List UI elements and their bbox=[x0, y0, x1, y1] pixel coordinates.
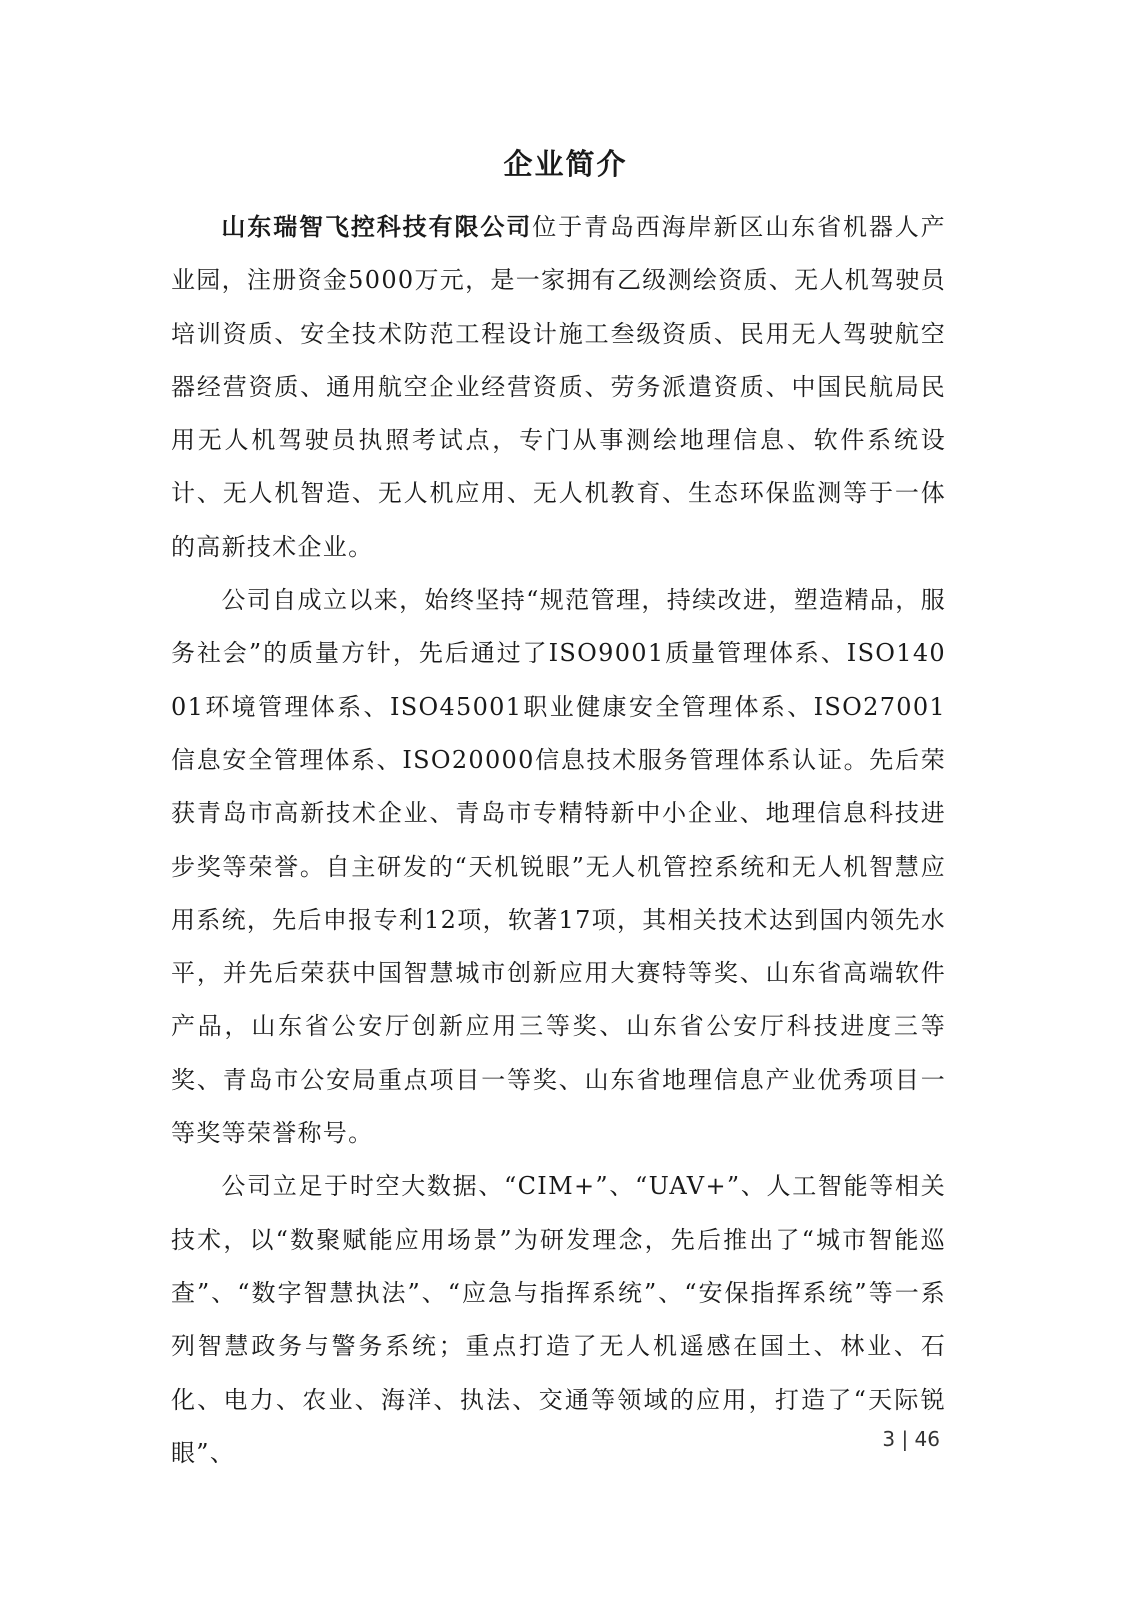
paragraph-company-intro bbox=[171, 200, 946, 574]
paragraph-1-text: 位于青岛西海岸新区山东省机器人产业园，注册资金5000万元，是一家拥有乙级测绘资质、无人机驾驶员培训资质、安全技术防范工程设计施工叁级资质、民用无人驾驶航空器经营资质、通用航空企业经营资质、劳务派遣资质、中国民航局民用无人机驾驶员执照考试点，专门从事测绘地理信息、软件系统设计、无人机智造、无人机应用、无人机教育、生态环保监测等于一体的高新技术企业。 bbox=[171, 213, 946, 561]
company-name: 山东瑞智飞控科技有限公司 bbox=[221, 212, 533, 241]
page-number: 3 | 46 bbox=[882, 1427, 940, 1451]
page-title: 企业简介 bbox=[503, 147, 628, 181]
document-body bbox=[171, 200, 946, 1480]
paragraph-quality-honors: 公司自成立以来，始终坚持“规范管理，持续改进，塑造精品，服务社会”的质量方针，先后通过了ISO9001质量管理体系、ISO14001环境管理体系、ISO45001职业健康安全管理体系、ISO27001信息安全管理体系、ISO20000信息技术服务管理体系认证。先后荣获青岛市高新技术企业、青岛市专精特新中小企业、地理信息科技进步奖等荣誉。自主研发的“天机锐眼”无人机管控系统和无人机智慧应用系统，先后申报专利12项，软著17项，其相关技术达到国内领先水平，并先后荣获中国智慧城市创新应用大赛特等奖、山东省高端软件产品，山东省公安厅创新应用三等奖、山东省公安厅科技进度三等奖、青岛市公安局重点项目一等奖、山东省地理信息产业优秀项目一等奖等荣誉称号。 bbox=[171, 586, 946, 1148]
paragraph-technology: 公司立足于时空大数据、“CIM+”、“UAV+”、人工智能等相关技术，以“数聚赋能应用场景”为研发理念，先后推出了“城市智能巡查”、“数字智慧执法”、“应急与指挥系统”、“安保指挥系统”等一系列智慧政务与警务系统；重点打造了无人机遥感在国土、林业、石化、电力、农业、海洋、执法、交通等领域的应用，打造了“天际锐眼”、 bbox=[171, 1172, 946, 1467]
